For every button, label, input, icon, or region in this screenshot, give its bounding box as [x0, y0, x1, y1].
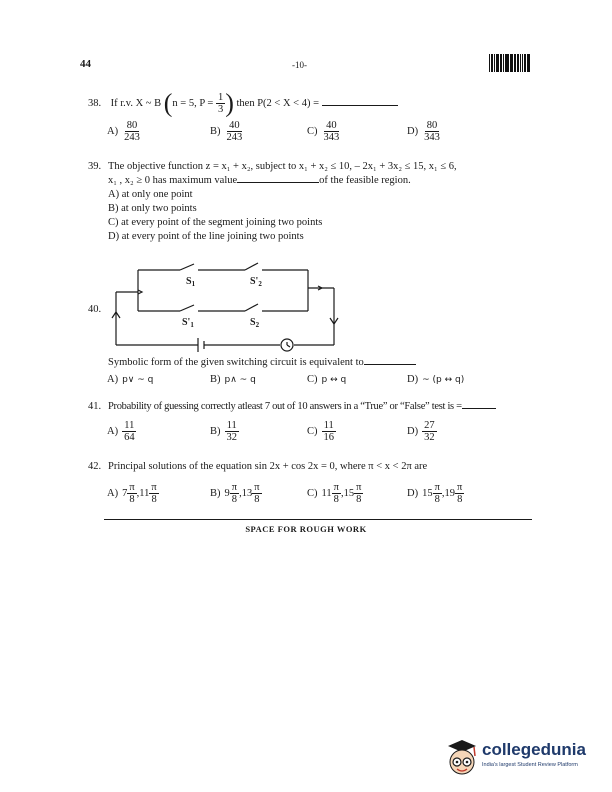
denominator: 243 [226, 132, 243, 143]
denominator: 64 [124, 432, 135, 443]
denominator: 8 [151, 494, 157, 505]
option-label: A) [107, 488, 119, 499]
denominator: 8 [333, 494, 339, 505]
question-text: x₁ , x₂ ≥ 0 has maximum value [108, 175, 238, 186]
lamp-icon [287, 345, 290, 347]
fraction [354, 482, 363, 505]
option-d[interactable] [407, 482, 464, 505]
denominator: 8 [254, 494, 260, 505]
barcode [489, 54, 531, 72]
fraction [216, 92, 225, 115]
fraction [422, 120, 442, 143]
question-number: 38. [88, 97, 102, 109]
option-label: B) [210, 374, 221, 386]
switch-s2 [245, 304, 258, 311]
coefficient: 11 [321, 487, 332, 499]
question-number: 41. [88, 401, 102, 412]
brand-logo [442, 738, 602, 778]
question-text: Principal solutions of the equation sin 2x + cos 2x = 0, where π < x < 2π are [108, 461, 428, 472]
option-a[interactable]: A) at only one point [108, 189, 193, 200]
fraction [433, 482, 442, 505]
page-number: 44 [80, 58, 91, 70]
question-text: Probability of guessing correctly atleast 7 out of 10 answers in a “True” or “False” test is = [108, 401, 462, 412]
denominator: 343 [323, 132, 340, 143]
question-number: 39. [88, 161, 102, 172]
question-40-text [108, 356, 508, 370]
denominator: 8 [356, 494, 362, 505]
denominator: 8 [457, 494, 463, 505]
brand-tagline: India's largest Student Review Platform [482, 762, 578, 768]
coefficient: 15 [343, 487, 355, 499]
option-d[interactable]: D) at every point of the line joining two points [108, 231, 304, 242]
question-41 [88, 400, 528, 414]
switch-s1 [180, 264, 194, 270]
switch-s2-prime [245, 263, 258, 270]
option-label: C) [307, 126, 318, 137]
coefficient: 11 [139, 487, 150, 499]
question-text: If r.v. X ~ B [110, 97, 162, 109]
switch-label-s1-prime: $S'_1$ [182, 317, 194, 329]
q41-options [107, 420, 487, 450]
comma: , [239, 487, 242, 499]
paren-open: ( [163, 88, 173, 118]
question-number: 40. [88, 304, 102, 315]
comma: , [136, 487, 140, 499]
denominator: 32 [226, 432, 237, 443]
question-42 [88, 460, 528, 474]
answer-blank [237, 182, 319, 183]
question-text: of the feasible region. [319, 175, 411, 186]
numerator: 80 [426, 120, 438, 131]
fraction [252, 482, 261, 505]
coefficient: 19 [444, 487, 456, 499]
fraction [422, 420, 437, 443]
switch-label-s2-prime: $S'_2$ [250, 276, 262, 288]
comma: , [340, 487, 344, 499]
numerator: π [434, 482, 440, 493]
mascot-icon [442, 738, 480, 778]
option-label: A) [107, 374, 119, 386]
denominator: 343 [424, 132, 440, 143]
switch-s1-prime [180, 305, 194, 311]
numerator: 11 [226, 420, 237, 431]
numerator: π [151, 482, 157, 493]
center-page-number: -10- [292, 60, 307, 70]
fraction [225, 420, 240, 443]
fraction [225, 120, 245, 143]
option-text: ~ (p ↔ q) [422, 375, 465, 385]
option-d[interactable] [407, 374, 464, 385]
option-d[interactable] [407, 420, 437, 443]
divider [104, 519, 532, 520]
option-text: p∨ ~ q [122, 375, 154, 385]
numerator: π [333, 482, 339, 493]
question-text: Symbolic form of the given switching circuit is equivalent to [108, 357, 364, 368]
comma: , [441, 487, 445, 499]
q40-options [107, 374, 487, 390]
option-label: D) [407, 488, 419, 499]
option-b[interactable]: B) at only two points [108, 203, 197, 214]
fraction [122, 120, 142, 143]
option-label: C) [307, 488, 318, 499]
question-text: n = 5, P = [172, 97, 214, 109]
switch-label-s1: $S_1$ [186, 276, 196, 288]
option-text: p∧ ~ q [224, 375, 256, 385]
option-label: A) [107, 426, 119, 437]
denominator: 243 [124, 132, 140, 143]
denominator: 8 [129, 494, 135, 505]
question-text: then P(2 < X < 4) = [236, 97, 320, 109]
fraction [230, 482, 239, 505]
option-b[interactable] [210, 482, 262, 505]
answer-blank [322, 105, 398, 106]
coefficient: 15 [422, 487, 433, 499]
question-38 [88, 88, 528, 118]
option-label: B) [210, 126, 221, 137]
question-39 [88, 160, 528, 244]
numerator: π [231, 482, 238, 493]
answer-blank [462, 408, 496, 409]
denominator: 32 [424, 432, 435, 443]
option-b[interactable] [210, 420, 239, 443]
option-b[interactable] [210, 120, 244, 143]
answer-blank [364, 364, 416, 365]
option-d[interactable] [407, 120, 442, 143]
option-label: C) [307, 374, 318, 386]
numerator: 11 [323, 420, 334, 431]
option-label: B) [210, 426, 221, 437]
fraction [122, 420, 137, 443]
option-label: C) [307, 426, 318, 437]
brand-name: collegedunia [482, 740, 586, 759]
option-label: A) [107, 126, 119, 137]
coefficient: 13 [241, 487, 253, 499]
numerator: π [457, 482, 463, 493]
option-c[interactable] [307, 482, 363, 505]
option-c[interactable] [307, 120, 341, 143]
option-label: D) [407, 426, 419, 437]
option-label: B) [210, 488, 221, 499]
numerator: 1 [217, 92, 224, 103]
question-text: The objective function z = x₁ + x₂, subject to x₁ + x₂ ≤ 10, – 2x₁ + 3x₂ ≤ 15, x₁ ≤ 6, [108, 161, 457, 172]
numerator: 40 [326, 120, 337, 131]
option-b[interactable] [210, 374, 256, 385]
option-a[interactable] [107, 374, 153, 385]
option-a[interactable] [107, 120, 142, 143]
numerator: π [129, 482, 135, 493]
numerator: 40 [229, 120, 240, 131]
option-c[interactable]: C) at every point of the segment joining two points [108, 217, 323, 228]
option-a[interactable] [107, 482, 159, 505]
numerator: 11 [124, 420, 135, 431]
fraction [322, 120, 342, 143]
fraction [332, 482, 341, 505]
denominator: 8 [231, 494, 238, 505]
fraction [127, 482, 136, 505]
switching-circuit-diagram [108, 258, 358, 358]
fraction [322, 420, 337, 443]
denominator: 3 [217, 104, 224, 115]
rough-work-label: SPACE FOR ROUGH WORK [245, 524, 367, 534]
numerator: π [356, 482, 362, 493]
question-number: 42. [88, 461, 102, 472]
numerator: π [254, 482, 260, 493]
fraction [149, 482, 158, 505]
numerator: 80 [126, 120, 138, 131]
option-text: p ↔ q [321, 375, 347, 385]
coefficient: 9 [224, 487, 230, 499]
option-c[interactable] [307, 420, 336, 443]
option-label: D) [407, 374, 419, 386]
option-a[interactable] [107, 420, 137, 443]
q42-options [107, 482, 487, 512]
paren-close: ) [225, 88, 234, 118]
option-label: D) [407, 126, 419, 137]
q38-options [107, 120, 487, 150]
coefficient: 7 [122, 487, 128, 499]
denominator: 16 [323, 432, 334, 443]
numerator: 27 [424, 420, 435, 431]
arrow-icon [138, 290, 142, 294]
option-c[interactable] [307, 374, 346, 385]
fraction [455, 482, 464, 505]
switch-label-s2: $S_2$ [250, 317, 260, 329]
denominator: 8 [434, 494, 440, 505]
